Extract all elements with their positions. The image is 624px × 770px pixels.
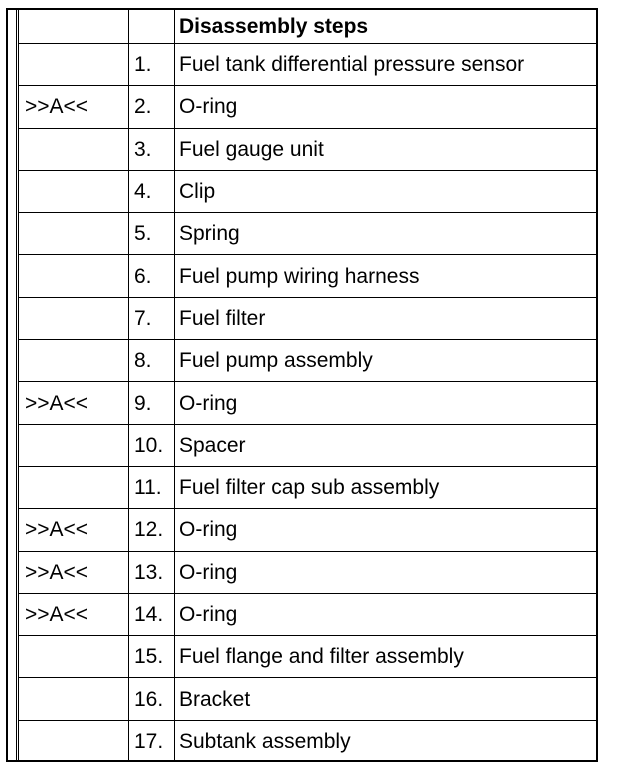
- step-number: 16.: [129, 678, 175, 720]
- step-number: 14.: [129, 593, 175, 635]
- step-mark: [19, 170, 129, 212]
- header-mark-cell: [19, 10, 129, 44]
- step-part-name: Clip: [175, 170, 597, 212]
- step-number: 7.: [129, 297, 175, 339]
- table-row: [19, 382, 597, 424]
- step-number: 10.: [129, 424, 175, 466]
- step-number: 4.: [129, 170, 175, 212]
- step-part-name: Subtank assembly: [175, 720, 597, 762]
- step-number: 1.: [129, 44, 175, 86]
- step-mark: [19, 255, 129, 297]
- step-part-name: O-ring: [175, 509, 597, 551]
- table-row: [19, 86, 597, 128]
- step-part-name: Fuel filter cap sub assembly: [175, 466, 597, 508]
- step-number: 15.: [129, 636, 175, 678]
- step-number: 11.: [129, 466, 175, 508]
- step-mark: [19, 128, 129, 170]
- header-number-cell: [129, 10, 175, 44]
- step-mark: >>A<<: [19, 551, 129, 593]
- step-mark: [19, 340, 129, 382]
- table-row: [19, 551, 597, 593]
- step-number: 2.: [129, 86, 175, 128]
- table-row: [19, 593, 597, 635]
- table-row: [19, 44, 597, 86]
- table-header-row: [19, 10, 597, 44]
- table-row: [19, 340, 597, 382]
- step-part-name: Bracket: [175, 678, 597, 720]
- step-number: 8.: [129, 340, 175, 382]
- step-number: 13.: [129, 551, 175, 593]
- step-mark: [19, 466, 129, 508]
- step-mark: [19, 297, 129, 339]
- step-number: 17.: [129, 720, 175, 762]
- table-row: [19, 424, 597, 466]
- disassembly-steps-table: [18, 10, 596, 762]
- step-mark: [19, 424, 129, 466]
- step-number: 12.: [129, 509, 175, 551]
- step-part-name: Fuel pump assembly: [175, 340, 597, 382]
- table-row: [19, 297, 597, 339]
- step-mark: [19, 636, 129, 678]
- step-part-name: O-ring: [175, 86, 597, 128]
- table-row: [19, 128, 597, 170]
- step-mark: [19, 213, 129, 255]
- step-mark: [19, 44, 129, 86]
- table-row: [19, 509, 597, 551]
- step-part-name: O-ring: [175, 551, 597, 593]
- table-row: [19, 170, 597, 212]
- step-number: 3.: [129, 128, 175, 170]
- table-row: [19, 213, 597, 255]
- step-part-name: Fuel gauge unit: [175, 128, 597, 170]
- table-row: [19, 466, 597, 508]
- table-row: [19, 636, 597, 678]
- step-part-name: O-ring: [175, 593, 597, 635]
- table-title: Disassembly steps: [175, 10, 597, 44]
- step-part-name: Fuel pump wiring harness: [175, 255, 597, 297]
- step-number: 9.: [129, 382, 175, 424]
- step-part-name: Spring: [175, 213, 597, 255]
- step-mark: [19, 678, 129, 720]
- step-part-name: Fuel filter: [175, 297, 597, 339]
- step-mark: >>A<<: [19, 86, 129, 128]
- left-margin-rule: [16, 10, 17, 760]
- step-mark: >>A<<: [19, 593, 129, 635]
- step-mark: [19, 720, 129, 762]
- table-row: [19, 255, 597, 297]
- step-part-name: O-ring: [175, 382, 597, 424]
- step-number: 5.: [129, 213, 175, 255]
- disassembly-table-frame: [6, 8, 598, 762]
- step-part-name: Spacer: [175, 424, 597, 466]
- step-mark: >>A<<: [19, 382, 129, 424]
- step-number: 6.: [129, 255, 175, 297]
- step-mark: >>A<<: [19, 509, 129, 551]
- table-row: [19, 678, 597, 720]
- step-part-name: Fuel tank differential pressure sensor: [175, 44, 597, 86]
- table-row: [19, 720, 597, 762]
- step-part-name: Fuel flange and filter assembly: [175, 636, 597, 678]
